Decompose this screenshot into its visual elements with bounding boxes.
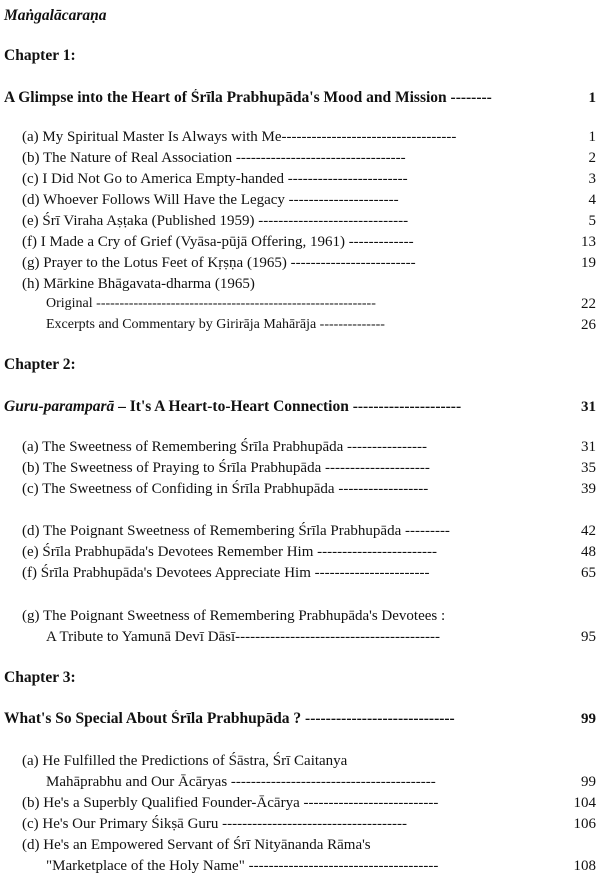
chapter-3-page: 99 [581, 711, 596, 727]
toc-page: 31 [581, 439, 596, 455]
chapter-1-label: Chapter 1: [4, 47, 76, 64]
toc-page: 95 [581, 629, 596, 645]
toc-entry[interactable]: (b) He's a Superbly Qualified Founder-Ācārya --------------------------- [22, 795, 439, 811]
toc-page: 22 [581, 296, 596, 312]
chapter-1-page: 1 [588, 90, 596, 106]
toc-entry[interactable]: (e) Śrī Viraha Aṣṭaka (Published 1959) ------------------------------ [22, 213, 409, 229]
toc-page: 104 [573, 795, 596, 811]
toc-page: 26 [581, 317, 596, 333]
chapter-3-title[interactable]: What's So Special About Śrīla Prabhupāda ? ----------------------------- [4, 710, 455, 727]
toc-entry[interactable]: (f) I Made a Cry of Grief (Vyāsa-pūjā Offering, 1961) ------------- [22, 234, 414, 250]
toc-page: 99 [581, 774, 596, 790]
toc-entry[interactable]: (h) Mārkine Bhāgavata-dharma (1965) [22, 276, 255, 292]
toc-entry[interactable]: (c) He's Our Primary Śikṣā Guru ------------------------------------- [22, 816, 407, 832]
toc-entry-continued[interactable]: A Tribute to Yamunā Devī Dāsī----------------------------------------- [46, 629, 440, 645]
toc-entry[interactable]: (a) He Fulfilled the Predictions of Śāstra, Śrī Caitanya [22, 753, 348, 769]
toc-page: 5 [588, 213, 596, 229]
toc-page: 2 [588, 150, 596, 166]
toc-page: 65 [581, 565, 596, 581]
toc-entry[interactable]: (b) The Sweetness of Praying to Śrīla Prabhupāda --------------------- [22, 460, 430, 476]
toc-entry[interactable]: (a) The Sweetness of Remembering Śrīla Prabhupāda ---------------- [22, 439, 427, 455]
chapter-3-label: Chapter 3: [4, 669, 76, 686]
toc-page: 13 [581, 234, 596, 250]
toc-page: 35 [581, 460, 596, 476]
toc-entry-continued[interactable]: Mahāprabhu and Our Ācāryas ----------------------------------------- [46, 774, 436, 790]
mangalacarana-heading[interactable]: Maṅgalācaraṇa [4, 7, 107, 24]
toc-entry[interactable]: (a) My Spiritual Master Is Always with Me----------------------------------- [22, 129, 457, 145]
chapter-2-title[interactable] [4, 398, 564, 416]
toc-entry[interactable]: (d) The Poignant Sweetness of Remembering Śrīla Prabhupāda --------- [22, 523, 450, 539]
toc-entry-continued[interactable]: "Marketplace of the Holy Name" -------------------------------------- [46, 858, 439, 874]
chapter-2-title-italic: Guru-paramparā [4, 398, 115, 415]
chapter-2-page: 31 [581, 399, 596, 415]
toc-page: 4 [588, 192, 596, 208]
chapter-1-title[interactable]: A Glimpse into the Heart of Śrīla Prabhupāda's Mood and Mission -------- [4, 89, 492, 106]
toc-entry[interactable]: (g) The Poignant Sweetness of Remembering Prabhupāda's Devotees : [22, 608, 446, 624]
toc-entry[interactable]: (e) Śrīla Prabhupāda's Devotees Remember Him ------------------------ [22, 544, 437, 560]
toc-sub-entry[interactable]: Excerpts and Commentary by Girirāja Mahārāja -------------- [46, 317, 385, 332]
toc-entry[interactable]: (d) Whoever Follows Will Have the Legacy ---------------------- [22, 192, 399, 208]
toc-page: 48 [581, 544, 596, 560]
toc-page: 108 [573, 858, 596, 874]
toc-sub-entry[interactable]: Original ------------------------------------------------------------ [46, 296, 376, 311]
toc-page: 3 [588, 171, 596, 187]
toc-page: 19 [581, 255, 596, 271]
toc-page: 39 [581, 481, 596, 497]
toc-page: 106 [573, 816, 596, 832]
toc-entry[interactable]: (f) Śrīla Prabhupāda's Devotees Appreciate Him ----------------------- [22, 565, 430, 581]
toc-entry[interactable]: (d) He's an Empowered Servant of Śrī Nityānanda Rāma's [22, 837, 371, 853]
toc-entry[interactable]: (b) The Nature of Real Association ---------------------------------- [22, 150, 406, 166]
toc-entry[interactable]: (c) The Sweetness of Confiding in Śrīla Prabhupāda ------------------ [22, 481, 429, 497]
chapter-2-title-rest: – It's A Heart-to-Heart Connection --------------------- [114, 398, 462, 415]
toc-entry[interactable]: (c) I Did Not Go to America Empty-handed ------------------------ [22, 171, 408, 187]
toc-page: 42 [581, 523, 596, 539]
toc-entry[interactable]: (g) Prayer to the Lotus Feet of Kṛṣṇa (1965) ------------------------- [22, 255, 416, 271]
chapter-2-label: Chapter 2: [4, 356, 76, 373]
toc-page: 1 [588, 129, 596, 145]
